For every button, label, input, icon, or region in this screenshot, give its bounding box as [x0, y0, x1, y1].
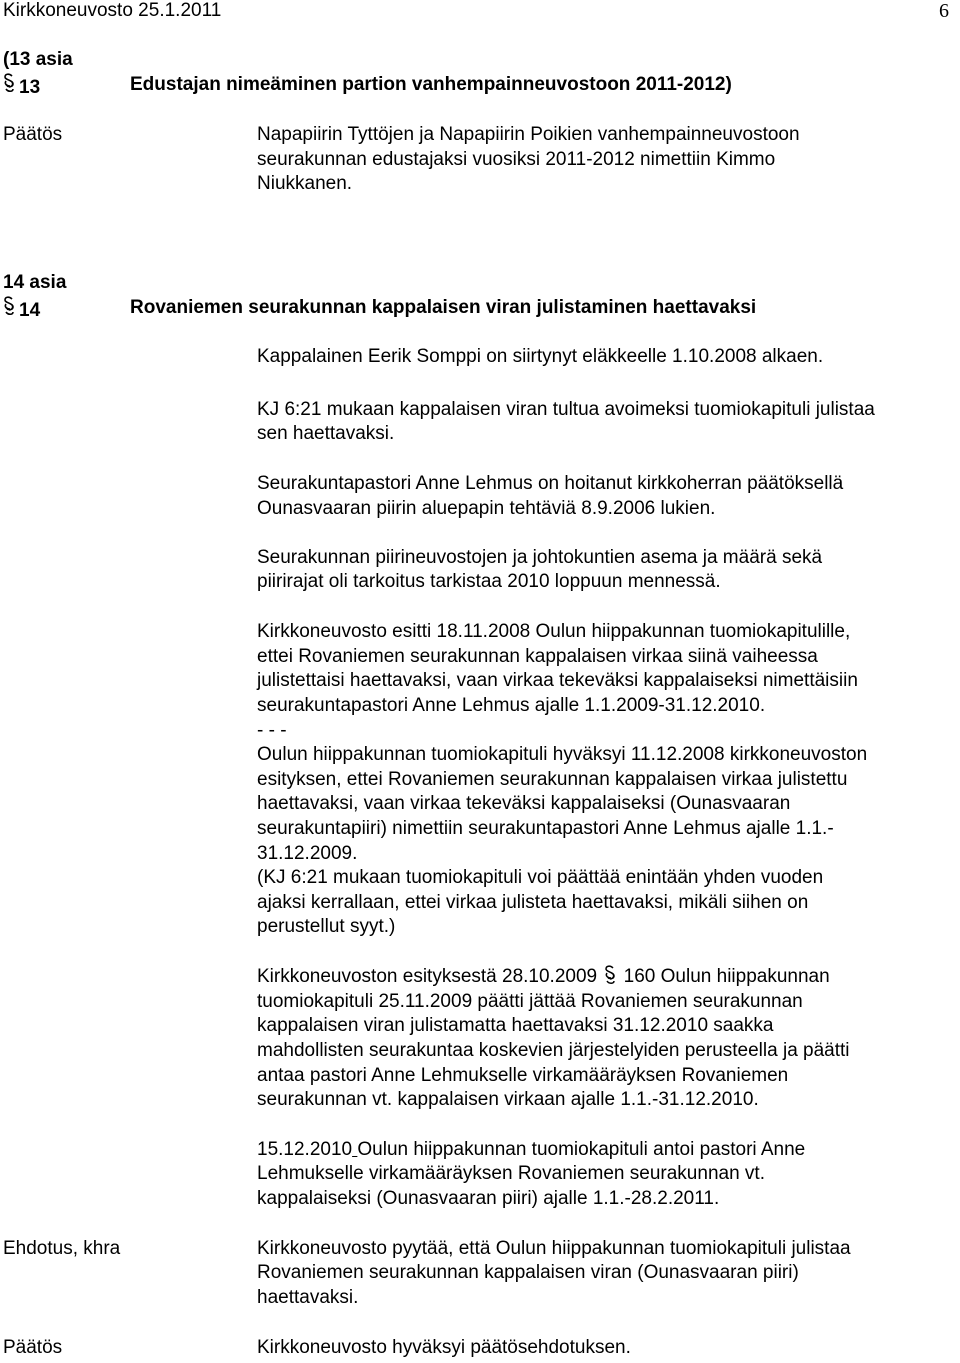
- section-13-number-row: [3, 73, 40, 101]
- section-13-decision-label: Päätös: [3, 124, 63, 145]
- paragraph-7-line-2: Lehmukselle virkamääräyksen Rovaniemen seurakunnan vt.: [257, 1163, 765, 1184]
- paragraph-5-line-9: seurakuntapiiri) nimettiin seurakuntapastori Anne Lehmus ajalle 1.1.-: [257, 818, 834, 839]
- paragraph-7-line-1: [257, 1138, 805, 1163]
- section-14-asia-label: 14 asia: [3, 272, 67, 293]
- paragraph-3-line-1: Seurakuntapastori Anne Lehmus on hoitanut kirkkoherran päätöksellä: [257, 473, 844, 494]
- paragraph-5-line-6: Oulun hiippakunnan tuomiokapituli hyväksyi 11.12.2008 kirkkoneuvoston: [257, 744, 868, 765]
- paragraph-5-line-10: 31.12.2009.: [257, 843, 358, 864]
- paragraph-6-line-1: [257, 965, 830, 993]
- section-14-title: Rovaniemen seurakunnan kappalaisen viran julistaminen haettavaksi: [130, 297, 757, 318]
- page-number: 6: [939, 0, 949, 22]
- section-14-number-row: [3, 296, 40, 324]
- paragraph-5-line-13: perustellut syyt.): [257, 916, 396, 937]
- paragraph-5-line-7: esityksen, ettei Rovaniemen seurakunnan kappalaisen virkaa julistettu: [257, 769, 848, 790]
- section-13-decision-line-1: Napapiirin Tyttöjen ja Napapiirin Poikien vanhempainneuvostoon: [257, 124, 800, 145]
- proposal-label: Ehdotus, khra: [3, 1238, 121, 1259]
- proposal-line-1: Kirkkoneuvosto pyytää, että Oulun hiippakunnan tuomiokapituli julistaa: [257, 1238, 851, 1259]
- paragraph-2-line-1: KJ 6:21 mukaan kappalaisen viran tultua avoimeksi tuomiokapituli julistaa: [257, 399, 875, 420]
- paragraph-6-line-1-end: 160 Oulun hiippakunnan: [618, 966, 830, 987]
- section-13-decision-line-2: seurakunnan edustajaksi vuosiksi 2011-2012 nimettiin Kimmo: [257, 149, 776, 170]
- paragraph-5-line-5: - - -: [257, 720, 287, 741]
- paragraph-6-line-2: tuomiokapituli 25.11.2009 päätti jättää Rovaniemen seurakunnan: [257, 991, 803, 1012]
- paragraph-5-line-4: seurakuntapastori Anne Lehmus ajalle 1.1.2009-31.12.2010.: [257, 695, 766, 716]
- paragraph-4-line-2: piirirajat oli tarkoitus tarkistaa 2010 loppuun mennessä.: [257, 571, 721, 592]
- paragraph-7-date: 15.12.2010: [257, 1139, 353, 1160]
- paragraph-6-line-3: kappalaisen viran julistamatta haettavaksi 31.12.2010 saakka: [257, 1015, 774, 1036]
- section-sign-icon: [3, 296, 15, 324]
- section-13-title: Edustajan nimeäminen partion vanhempainneuvostoon 2011-2012): [130, 74, 732, 95]
- paragraph-6-line-1-start: Kirkkoneuvoston esityksestä 28.10.2009: [257, 966, 603, 987]
- paragraph-4-line-1: Seurakunnan piirineuvostojen ja johtokuntien asema ja määrä sekä: [257, 547, 823, 568]
- section-13-asia-label: (13 asia: [3, 49, 73, 70]
- paragraph-5-line-2: ettei Rovaniemen seurakunnan kappalaisen virkaa siinä vaiheessa: [257, 646, 818, 667]
- paragraph-7-line-3: kappalaiseksi (Ounasvaaran piiri) ajalle 1.1.-28.2.2011.: [257, 1188, 720, 1209]
- section-13-number: 13: [19, 77, 41, 98]
- paragraph-7-line-1-rest: Oulun hiippakunnan tuomiokapituli antoi pastori Anne: [357, 1139, 806, 1160]
- section-14-decision-text: Kirkkoneuvosto hyväksyi päätösehdotuksen.: [257, 1337, 631, 1358]
- paragraph-5-line-1: Kirkkoneuvosto esitti 18.11.2008 Oulun hiippakunnan tuomiokapitulille,: [257, 621, 851, 642]
- section-13-decision-line-3: Niukkanen.: [257, 173, 353, 194]
- paragraph-6-line-4: mahdollisten seurakuntaa koskevien järjestelyiden perusteella ja päätti: [257, 1040, 850, 1061]
- paragraph-5-line-8: haettavaksi, vaan virkaa tekeväksi kappalaiseksi (Ounasvaaran: [257, 793, 791, 814]
- section-14-number: 14: [19, 300, 41, 321]
- paragraph-6-line-6: seurakunnan vt. kappalaisen virkaan ajalle 1.1.-31.12.2010.: [257, 1089, 759, 1110]
- section-sign-icon: [604, 965, 616, 993]
- paragraph-3-line-2: Ounasvaaran piirin aluepapin tehtäviä 8.9.2006 lukien.: [257, 498, 716, 519]
- section-14-decision-label: Päätös: [3, 1337, 63, 1358]
- paragraph-1-line-1: Kappalainen Eerik Somppi on siirtynyt eläkkeelle 1.10.2008 alkaen.: [257, 346, 824, 367]
- paragraph-5-line-12: ajaksi kerrallaan, ettei virkaa julisteta haettavaksi, mikäli siihen on: [257, 892, 809, 913]
- paragraph-2-line-2: sen haettavaksi.: [257, 423, 395, 444]
- proposal-line-3: haettavaksi.: [257, 1287, 359, 1308]
- section-sign-icon: [3, 73, 15, 101]
- proposal-line-2: Rovaniemen seurakunnan kappalaisen viran (Ounasvaaran piiri): [257, 1262, 799, 1283]
- paragraph-6-line-5: antaa pastori Anne Lehmukselle virkamääräyksen Rovaniemen: [257, 1065, 789, 1086]
- paragraph-5-line-3: julistettaisi haettavaksi, vaan virkaa tekeväksi kappalaiseksi nimettäisiin: [257, 670, 858, 691]
- page-header-title: Kirkkoneuvosto 25.1.2011: [3, 0, 222, 21]
- paragraph-5-line-11: (KJ 6:21 mukaan tuomiokapituli voi päättää enintään yhden vuoden: [257, 867, 824, 888]
